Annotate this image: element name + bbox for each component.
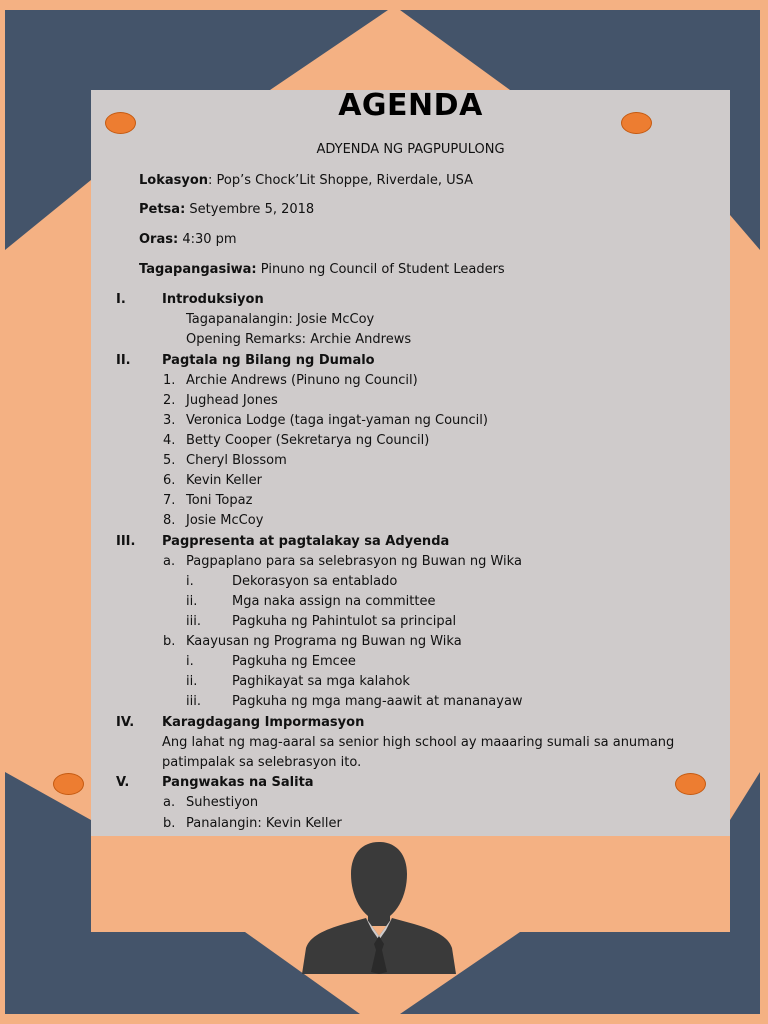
section-title: Pagtala ng Bilang ng Dumalo bbox=[162, 353, 375, 368]
list-letter: a. bbox=[163, 795, 176, 810]
list-letter: a. bbox=[163, 554, 176, 569]
time-label: Oras: bbox=[139, 232, 179, 247]
section-title: Pagpresenta at pagtalakay sa Adyenda bbox=[162, 534, 450, 549]
list-letter: b. bbox=[163, 634, 176, 649]
list-number: 2. bbox=[163, 393, 176, 408]
list-item: Panalangin: Kevin Keller bbox=[186, 816, 342, 831]
paragraph-line: patimpalak sa selebrasyon ito. bbox=[162, 755, 362, 770]
location-label: Lokasyon bbox=[139, 173, 209, 188]
section-title: Karagdagang Impormasyon bbox=[162, 715, 365, 730]
pin-bottom-left bbox=[53, 773, 84, 795]
list-number: 5. bbox=[163, 453, 176, 468]
paragraph-line: Ang lahat ng mag-aaral sa senior high school ay maaaring sumali sa anumang bbox=[162, 735, 675, 750]
list-number: 1. bbox=[163, 373, 176, 388]
list-letter: b. bbox=[163, 816, 176, 831]
section-title: Pangwakas na Salita bbox=[162, 775, 314, 790]
list-item: Jughead Jones bbox=[186, 393, 278, 408]
location-value: : Pop’s Chock’Lit Shoppe, Riverdale, USA bbox=[208, 173, 473, 188]
person-silhouette-icon bbox=[300, 840, 458, 974]
list-item: Archie Andrews (Pinuno ng Council) bbox=[186, 373, 418, 388]
time-value: 4:30 pm bbox=[182, 232, 237, 247]
list-item: Cheryl Blossom bbox=[186, 453, 287, 468]
list-number: 7. bbox=[163, 493, 176, 508]
list-item: Betty Cooper (Sekretarya ng Council) bbox=[186, 433, 430, 448]
list-number: 6. bbox=[163, 473, 176, 488]
list-roman: ii. bbox=[186, 594, 198, 609]
section-number: V. bbox=[116, 775, 130, 790]
section-number: II. bbox=[116, 353, 131, 368]
location-line bbox=[139, 173, 473, 189]
list-roman: iii. bbox=[186, 694, 201, 709]
list-item: Kaayusan ng Programa ng Buwan ng Wika bbox=[186, 634, 462, 649]
date-line bbox=[139, 202, 314, 218]
chair-line bbox=[139, 262, 505, 278]
page-subtitle: ADYENDA NG PAGPUPULONG bbox=[316, 142, 505, 157]
chair-value: Pinuno ng Council of Student Leaders bbox=[260, 262, 505, 277]
section-title: Introduksiyon bbox=[162, 292, 264, 307]
list-item: Veronica Lodge (taga ingat-yaman ng Council) bbox=[186, 413, 488, 428]
chair-label: Tagapangasiwa: bbox=[139, 262, 257, 277]
list-roman: i. bbox=[186, 574, 194, 589]
list-item: Kevin Keller bbox=[186, 473, 262, 488]
pin-bottom-right bbox=[675, 773, 706, 795]
page-title: AGENDA bbox=[338, 88, 483, 123]
date-label: Petsa: bbox=[139, 202, 186, 217]
section-number: I. bbox=[116, 292, 126, 307]
list-item: Paghikayat sa mga kalahok bbox=[232, 674, 410, 689]
list-roman: iii. bbox=[186, 614, 201, 629]
list-item: Suhestiyon bbox=[186, 795, 259, 810]
time-line bbox=[139, 232, 237, 248]
list-item: Pagkuha ng mga mang-aawit at mananayaw bbox=[232, 694, 523, 709]
section-number: IV. bbox=[116, 715, 135, 730]
section-number: III. bbox=[116, 534, 136, 549]
date-value: Setyembre 5, 2018 bbox=[189, 202, 315, 217]
list-roman: i. bbox=[186, 654, 194, 669]
list-item: Josie McCoy bbox=[186, 513, 264, 528]
list-number: 4. bbox=[163, 433, 176, 448]
list-number: 3. bbox=[163, 413, 176, 428]
list-item: Pagpaplano para sa selebrasyon ng Buwan ng Wika bbox=[186, 554, 522, 569]
list-item: Dekorasyon sa entablado bbox=[232, 574, 398, 589]
list-item: Toni Topaz bbox=[186, 493, 253, 508]
list-item: Mga naka assign na committee bbox=[232, 594, 436, 609]
list-item: Pagkuha ng Pahintulot sa principal bbox=[232, 614, 457, 629]
list-item: Tagapanalangin: Josie McCoy bbox=[186, 312, 375, 327]
list-item: Opening Remarks: Archie Andrews bbox=[186, 332, 412, 347]
list-item: Pagkuha ng Emcee bbox=[232, 654, 356, 669]
list-roman: ii. bbox=[186, 674, 198, 689]
list-number: 8. bbox=[163, 513, 176, 528]
